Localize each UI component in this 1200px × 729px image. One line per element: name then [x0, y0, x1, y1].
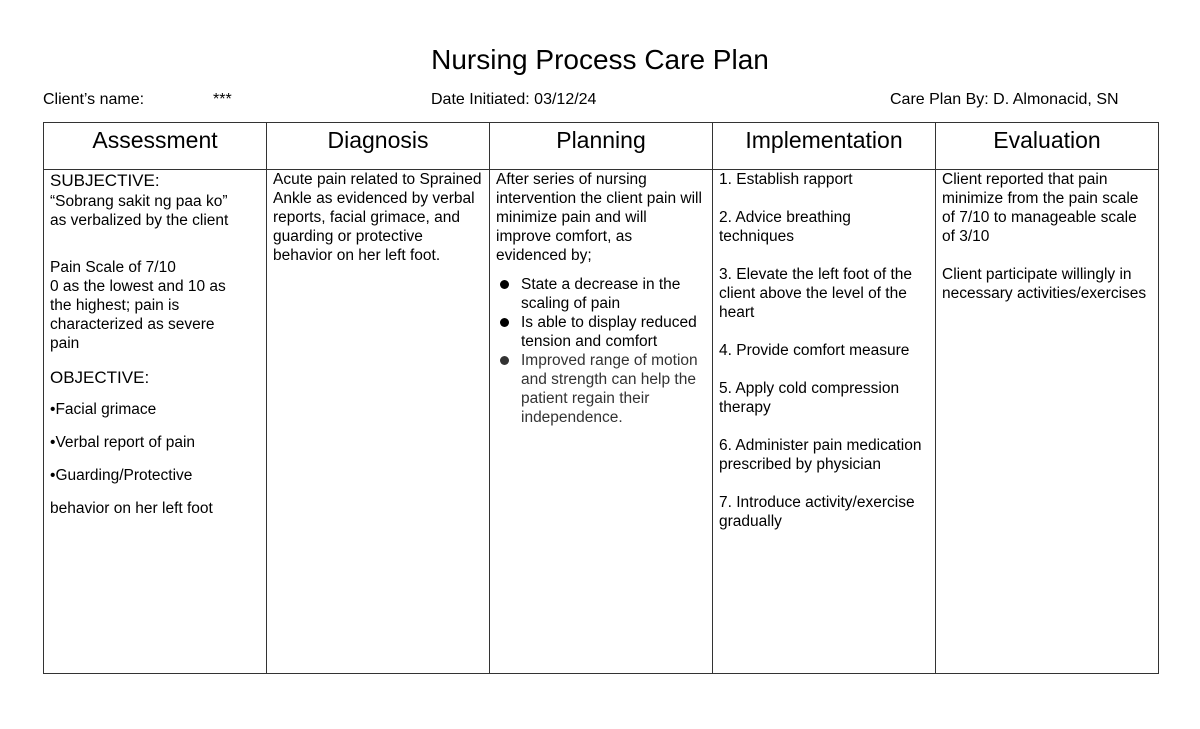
planning-bullet-text: State a decrease in the scaling of pain: [521, 276, 681, 312]
objective-item: • Facial grimace: [50, 393, 260, 426]
pain-line: characterized as severe: [50, 316, 215, 333]
implementation-step: 5. Apply cold compression therapy: [719, 380, 900, 416]
pain-line: 0 as the lowest and 10 as: [50, 278, 226, 295]
implementation-step: 6. Administer pain medication prescribed by physician: [719, 437, 922, 473]
implementation-step: 2. Advice breathing techniques: [719, 209, 851, 245]
diagnosis-text: Acute pain related to Sprained Ankle as evidenced by verbal reports, facial grimace, and guarding or protective behavior on her left foot.: [273, 171, 482, 264]
planning-intro: After series of nursing intervention the client pain will minimize pain and will improve comfort, as evidenced by;: [496, 171, 702, 264]
objective-heading: OBJECTIVE:: [50, 368, 150, 387]
implementation-step: 3. Elevate the left foot of the client above the level of the heart: [719, 266, 913, 321]
implementation-cell: [713, 170, 936, 674]
evaluation-item: Client reported that pain minimize from the pain scale of 7/10 to manageable scale of 3/10: [942, 171, 1139, 245]
planning-list: [496, 275, 706, 427]
pain-line: the highest; pain is: [50, 297, 180, 314]
subjective-line: as verbalized by the client: [50, 212, 229, 229]
planning-cell: [490, 170, 713, 674]
column-header-implementation: Implementation: [713, 123, 936, 170]
objective-item: • Verbal report of pain: [50, 426, 260, 459]
column-header-diagnosis: Diagnosis: [267, 123, 490, 170]
pain-line: pain: [50, 335, 80, 352]
assessment-cell: [44, 170, 267, 674]
objective-item: • Guarding/Protective: [50, 459, 260, 492]
evaluation-cell: [936, 170, 1159, 674]
client-name-label: Client’s name:: [43, 91, 145, 108]
planning-bullet-text: Is able to display reduced tension and comfort: [521, 314, 697, 350]
implementation-step: 4. Provide comfort measure: [719, 342, 910, 359]
subjective-line: “Sobrang sakit ng paa ko”: [50, 193, 228, 210]
planning-bullet: [496, 351, 706, 427]
implementation-step: 7. Introduce activity/exercise gradually: [719, 494, 915, 530]
column-header-planning: Planning: [490, 123, 713, 170]
planning-bullet: [496, 313, 706, 351]
implementation-step: 1. Establish rapport: [719, 171, 853, 188]
bullet-dot-icon: [500, 280, 509, 289]
diagnosis-cell: [267, 170, 490, 674]
page-title: Nursing Process Care Plan: [431, 44, 769, 75]
subjective-heading: SUBJECTIVE:: [50, 171, 160, 190]
objective-continuation: behavior on her left foot: [50, 500, 213, 517]
evaluation-item: Client participate willingly in necessary activities/exercises: [942, 266, 1147, 302]
date-initiated: Date Initiated: 03/12/24: [431, 91, 597, 108]
column-header-assessment: Assessment: [44, 123, 267, 170]
bullet-dot-icon: [500, 356, 509, 365]
care-plan-by: Care Plan By: D. Almonacid, SN: [890, 91, 1119, 108]
planning-bullet: [496, 275, 706, 313]
table-header-row: [44, 123, 1159, 170]
pain-line: Pain Scale of 7/10: [50, 259, 176, 276]
bullet-dot-icon: [500, 318, 509, 327]
care-plan-table: [43, 122, 1159, 674]
table-row: [44, 170, 1159, 674]
planning-bullet-text: Improved range of motion and strength can help the patient regain their independence.: [521, 352, 698, 426]
client-name-value: ***: [213, 91, 232, 108]
column-header-evaluation: Evaluation: [936, 123, 1159, 170]
